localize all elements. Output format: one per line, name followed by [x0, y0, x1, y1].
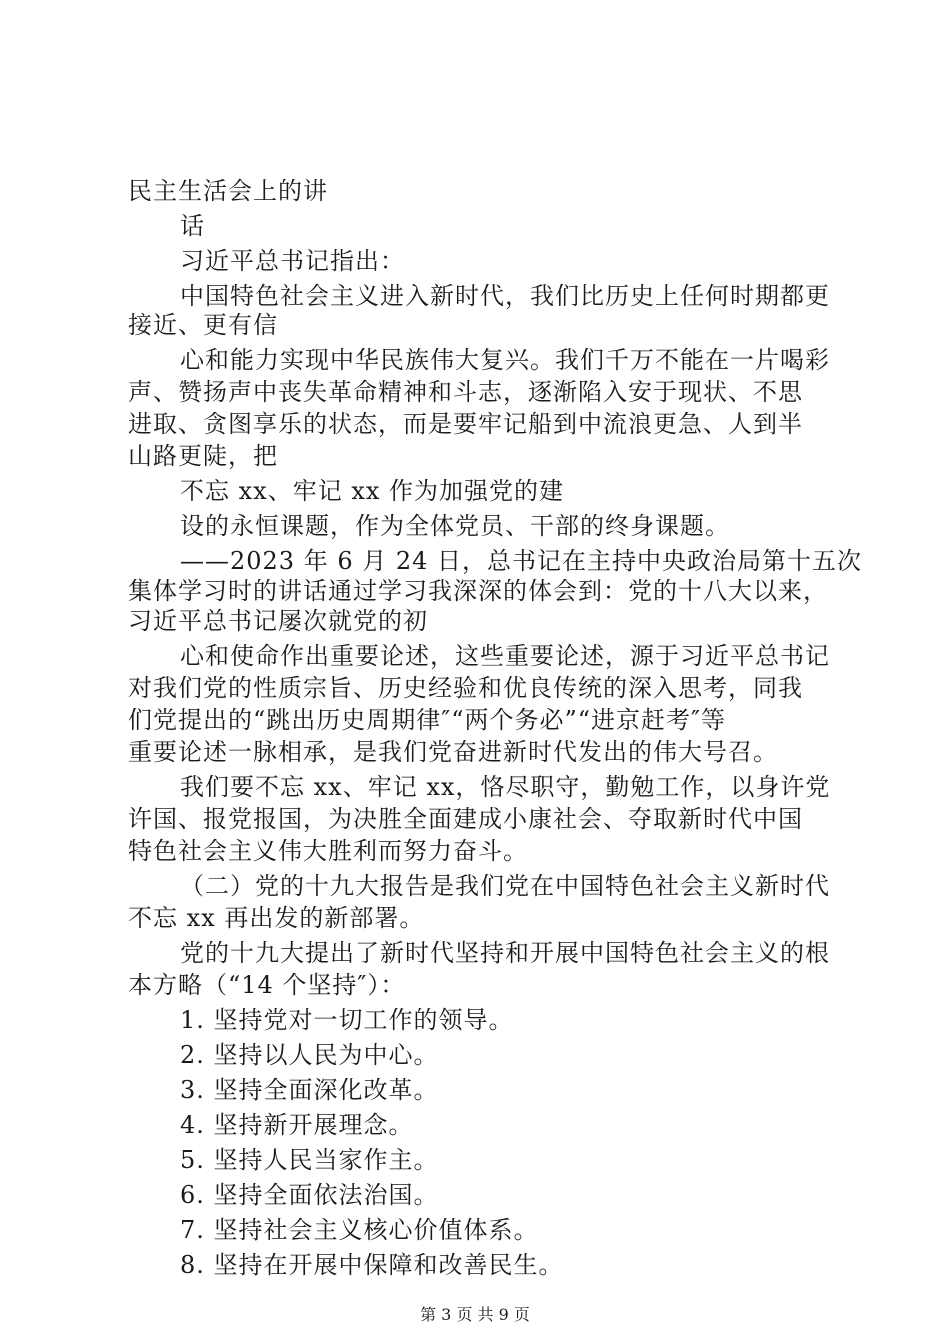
- text-line: （二）党的十九大报告是我们党在中国特色社会主义新时代: [180, 872, 830, 900]
- text-line: 心和使命作出重要论述，这些重要论述，源于习近平总书记: [180, 642, 830, 670]
- text-line: 民主生活会上的讲: [128, 177, 328, 205]
- list-item: 4. 坚持新开展理念。: [180, 1111, 414, 1139]
- text-line: 话: [180, 212, 205, 240]
- text-line: 重要论述一脉相承，是我们党奋进新时代发出的伟大号召。: [128, 738, 778, 766]
- list-item: 8. 坚持在开展中保障和改善民生。: [180, 1251, 564, 1279]
- list-item: 3. 坚持全面深化改革。: [180, 1076, 439, 1104]
- text-line: 许国、报党报国，为决胜全面建成小康社会、夺取新时代中国: [128, 805, 803, 833]
- list-item: 5. 坚持人民当家作主。: [180, 1146, 439, 1174]
- text-line: 不忘 xx 再出发的新部署。: [128, 904, 425, 932]
- text-line: 们党提出的“跳出历史周期律″“两个务必”“进京赶考″等: [128, 706, 727, 734]
- text-line: 我们要不忘 xx、牢记 xx，恪尽职守，勤勉工作，以身许党: [180, 773, 831, 801]
- list-item: 7. 坚持社会主义核心价值体系。: [180, 1216, 539, 1244]
- text-line: ——2023 年 6 月 24 日，总书记在主持中央政治局第十五次: [180, 547, 863, 575]
- text-line: 进取、贪图享乐的状态，而是要牢记船到中流浪更急、人到半: [128, 410, 803, 438]
- text-line: 习近平总书记指出：: [180, 247, 405, 275]
- text-line: 中国特色社会主义进入新时代，我们比历史上任何时期都更: [180, 282, 830, 310]
- text-line: 集体学习时的讲话通过学习我深深的体会到：党的十八大以来，: [128, 577, 828, 605]
- text-line: 接近、更有信: [128, 311, 278, 339]
- text-line: 山路更陡，把: [128, 442, 278, 470]
- text-line: 心和能力实现中华民族伟大复兴。我们千万不能在一片喝彩: [180, 346, 830, 374]
- text-line: 本方略（“14 个坚持″）：: [128, 971, 406, 999]
- text-line: 对我们党的性质宗旨、历史经验和优良传统的深入思考，同我: [128, 674, 803, 702]
- list-item: 6. 坚持全面依法治国。: [180, 1181, 439, 1209]
- text-line: 特色社会主义伟大胜利而努力奋斗。: [128, 837, 528, 865]
- text-line: 声、赞扬声中丧失革命精神和斗志，逐渐陷入安于现状、不思: [128, 378, 803, 406]
- page-footer: 第 3 页 共 9 页: [420, 1305, 530, 1324]
- text-line: 党的十九大提出了新时代坚持和开展中国特色社会主义的根: [180, 939, 830, 967]
- text-line: 不忘 xx、牢记 xx 作为加强党的建: [180, 477, 565, 505]
- text-line: 习近平总书记屡次就党的初: [128, 607, 428, 635]
- list-item: 1. 坚持党对一切工作的领导。: [180, 1006, 514, 1034]
- text-line: 设的永恒课题，作为全体党员、干部的终身课题。: [180, 512, 730, 540]
- list-item: 2. 坚持以人民为中心。: [180, 1041, 439, 1069]
